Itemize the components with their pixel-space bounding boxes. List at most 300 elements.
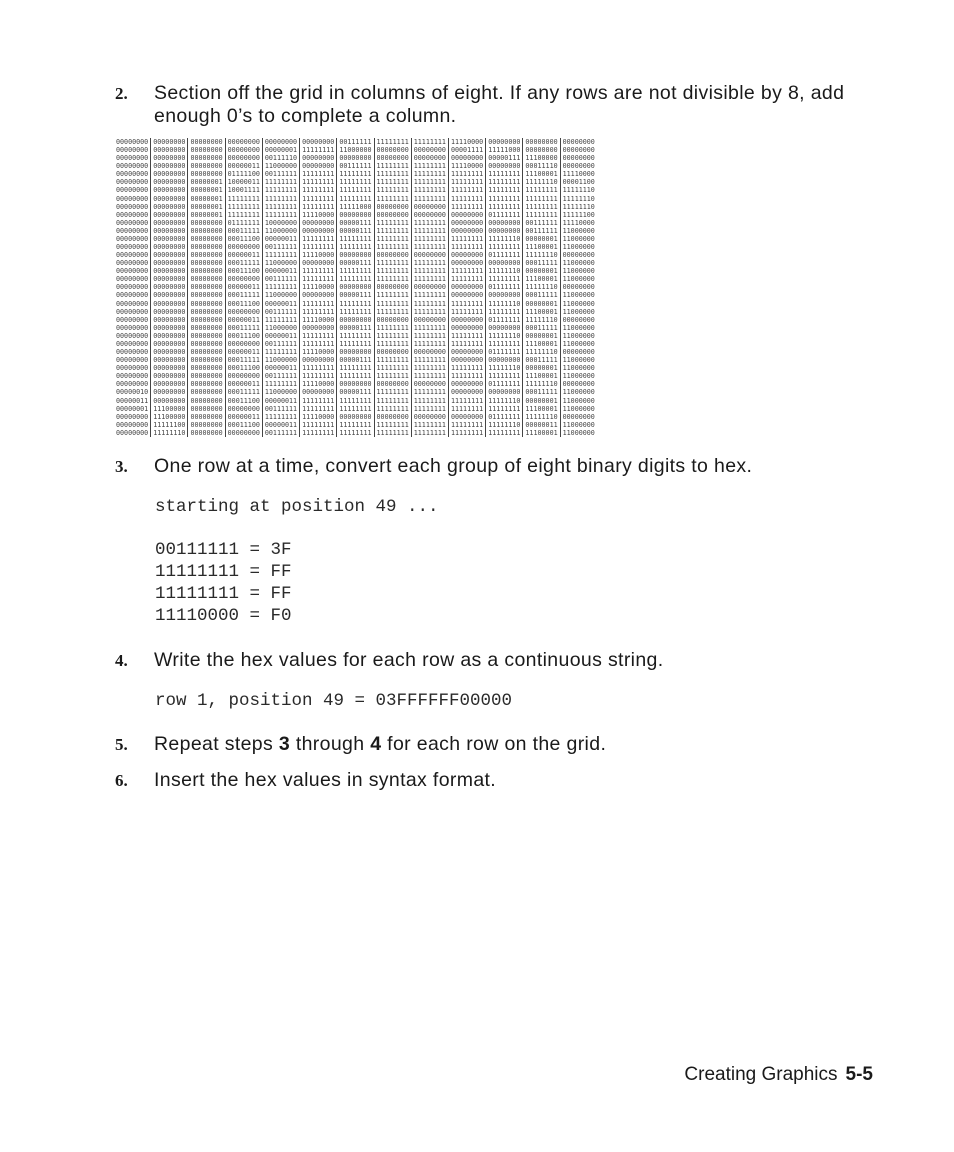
- binary-cell: 11111111: [376, 162, 409, 171]
- binary-cell: 00111111: [525, 226, 558, 235]
- binary-cell: 00000111: [339, 388, 372, 397]
- binary-cell: 00000000: [116, 348, 149, 357]
- binary-cell: 00000000: [190, 348, 223, 357]
- binary-cell: 11111111: [413, 138, 446, 146]
- binary-cell: 00000011: [264, 331, 298, 340]
- binary-cell: 00000011: [227, 283, 260, 292]
- binary-cell: 00000001: [190, 178, 223, 187]
- binary-cell: 10000000: [264, 218, 298, 227]
- binary-cell: 11111111: [339, 428, 372, 437]
- binary-cell: 00000000: [116, 283, 149, 292]
- binary-cell: 11111111: [413, 420, 446, 429]
- binary-cell: 11111100: [562, 210, 595, 219]
- binary-cell: 11111111: [339, 307, 372, 316]
- binary-cell: 11000000: [264, 291, 298, 300]
- binary-cell: 00011111: [227, 259, 260, 268]
- binary-cell: 00000000: [116, 202, 149, 211]
- binary-cell: 00011111: [525, 356, 558, 365]
- binary-cell: 00000000: [190, 218, 223, 227]
- step-number: 4.: [115, 651, 128, 670]
- binary-cell: 11111111: [413, 259, 446, 268]
- binary-cell: 00000000: [302, 162, 335, 171]
- binary-cell: 11000000: [562, 323, 595, 332]
- binary-cell: 11111111: [339, 267, 372, 276]
- binary-cell: 00000000: [450, 210, 484, 219]
- binary-cell: 00000000: [116, 331, 149, 340]
- binary-cell: 11111111: [376, 420, 409, 429]
- binary-cell: 00000000: [190, 428, 223, 437]
- binary-cell: 11111111: [302, 170, 335, 179]
- binary-cell: 11000000: [562, 291, 595, 300]
- binary-cell: 00000000: [190, 154, 223, 163]
- binary-cell: 00011100: [227, 299, 260, 308]
- binary-cell: 00000000: [153, 283, 186, 292]
- binary-cell: 11111111: [264, 178, 298, 187]
- binary-cell: 00000011: [264, 364, 298, 373]
- binary-cell: 11111110: [525, 251, 558, 260]
- binary-cell: 11111111: [450, 331, 484, 340]
- binary-cell: 11111111: [376, 194, 409, 203]
- binary-cell: 00011100: [227, 331, 260, 340]
- binary-cell: 00011111: [227, 388, 260, 397]
- binary-cell: 00000000: [116, 323, 149, 332]
- binary-cell: 00000000: [190, 243, 223, 252]
- binary-cell: 11111110: [488, 420, 521, 429]
- binary-cell: 00000000: [190, 226, 223, 235]
- binary-cell: 00000000: [450, 348, 484, 357]
- binary-cell: 11111110: [488, 396, 521, 405]
- binary-cell: 00011100: [227, 396, 260, 405]
- page-footer: [684, 1063, 873, 1087]
- binary-cell: 11111111: [413, 267, 446, 276]
- binary-cell: 00000000: [153, 291, 186, 300]
- binary-cell: 00000000: [153, 243, 186, 252]
- binary-cell: 00000000: [153, 388, 186, 397]
- binary-column: [225, 138, 262, 437]
- binary-cell: 11111111: [450, 372, 484, 381]
- binary-cell: 11100001: [525, 404, 558, 413]
- binary-cell: 11111111: [488, 275, 521, 284]
- binary-cell: 00000000: [376, 315, 409, 324]
- binary-cell: 00000000: [302, 291, 335, 300]
- binary-cell: 11111111: [302, 339, 335, 348]
- binary-cell: 00000000: [153, 234, 186, 243]
- binary-cell: 11111110: [562, 202, 595, 211]
- conversion-line: 00111111 = 3F: [155, 540, 292, 560]
- binary-cell: 00111111: [339, 138, 372, 146]
- binary-cell: 00000000: [116, 412, 149, 421]
- binary-cell: 00000000: [190, 162, 223, 171]
- binary-cell: 00000000: [302, 388, 335, 397]
- binary-cell: 11111110: [488, 267, 521, 276]
- binary-cell: 00000000: [116, 234, 149, 243]
- binary-cell: 00000000: [562, 251, 595, 260]
- binary-cell: 11111111: [376, 356, 409, 365]
- binary-cell: 00000000: [153, 275, 186, 284]
- binary-cell: 11100000: [153, 404, 186, 413]
- binary-cell: 00000011: [264, 420, 298, 429]
- binary-cell: 01111111: [488, 315, 521, 324]
- binary-cell: 00000000: [153, 348, 186, 357]
- binary-cell: 11111111: [450, 186, 484, 195]
- binary-cell: 11111111: [376, 331, 409, 340]
- binary-cell: 11111111: [339, 194, 372, 203]
- binary-cell: 00000000: [227, 275, 260, 284]
- binary-cell: 11110000: [302, 315, 335, 324]
- binary-cell: 00000111: [339, 226, 372, 235]
- binary-cell: 00000000: [413, 412, 446, 421]
- binary-cell: 00000000: [190, 396, 223, 405]
- binary-cell: 00000000: [153, 178, 186, 187]
- binary-cell: 01111111: [488, 412, 521, 421]
- binary-cell: 11000000: [264, 356, 298, 365]
- binary-cell: 00000000: [153, 356, 186, 365]
- binary-cell: 11111110: [488, 299, 521, 308]
- binary-cell: 00000000: [339, 283, 372, 292]
- binary-column: [522, 138, 559, 437]
- binary-cell: 00000000: [450, 251, 484, 260]
- binary-cell: 00000001: [190, 202, 223, 211]
- binary-cell: 00000000: [339, 412, 372, 421]
- binary-cell: 11111111: [376, 388, 409, 397]
- binary-cell: 11111111: [339, 364, 372, 373]
- binary-cell: 00000000: [116, 259, 149, 268]
- conversion-line: 11111111 = FF: [155, 584, 292, 604]
- binary-cell: 11111111: [302, 299, 335, 308]
- binary-column: [485, 138, 522, 437]
- binary-cell: 11111111: [376, 372, 409, 381]
- binary-cell: 11000000: [264, 388, 298, 397]
- binary-cell: 00000000: [190, 323, 223, 332]
- binary-cell: 00111111: [264, 339, 298, 348]
- binary-cell: 00000001: [525, 299, 558, 308]
- binary-cell: 00000111: [339, 356, 372, 365]
- binary-cell: 11111111: [413, 364, 446, 373]
- binary-cell: 00000000: [450, 291, 484, 300]
- binary-cell: 11111111: [376, 226, 409, 235]
- binary-cell: 00001111: [450, 146, 484, 155]
- binary-cell: 00000000: [227, 243, 260, 252]
- binary-cell: 00000000: [488, 218, 521, 227]
- binary-cell: 00000111: [488, 154, 521, 163]
- binary-cell: 11111111: [450, 170, 484, 179]
- binary-cell: 01111111: [488, 251, 521, 260]
- binary-cell: 00000011: [227, 380, 260, 389]
- binary-cell: 00000000: [153, 380, 186, 389]
- binary-cell: 11000000: [562, 404, 595, 413]
- binary-cell: 11111111: [376, 170, 409, 179]
- binary-cell: 00000000: [376, 210, 409, 219]
- binary-cell: 10000011: [227, 178, 260, 187]
- binary-column: [114, 138, 150, 437]
- binary-cell: 00000000: [153, 146, 186, 155]
- binary-cell: 11111111: [264, 348, 298, 357]
- binary-cell: 11111111: [413, 275, 446, 284]
- binary-cell: 00000000: [376, 251, 409, 260]
- binary-cell: 11111111: [264, 210, 298, 219]
- binary-cell: 00000000: [153, 218, 186, 227]
- binary-cell: 00000000: [116, 146, 149, 155]
- binary-cell: 00000000: [450, 323, 484, 332]
- binary-cell: 11111111: [264, 412, 298, 421]
- binary-cell: 00000000: [562, 146, 595, 155]
- binary-cell: 00000000: [116, 299, 149, 308]
- binary-cell: 11100001: [525, 170, 558, 179]
- binary-cell: 11111111: [376, 259, 409, 268]
- binary-cell: 11000000: [562, 364, 595, 373]
- binary-cell: 00111111: [264, 275, 298, 284]
- binary-cell: 11111111: [339, 396, 372, 405]
- binary-cell: 11111110: [488, 234, 521, 243]
- step-number: 5.: [115, 735, 128, 754]
- binary-cell: 00000000: [116, 251, 149, 260]
- binary-cell: 11111111: [376, 307, 409, 316]
- binary-cell: 00000000: [302, 226, 335, 235]
- binary-cell: 00111111: [264, 428, 298, 437]
- step-text-part: for each row on the grid.: [381, 733, 607, 755]
- binary-cell: 11111111: [339, 234, 372, 243]
- binary-cell: 00000000: [227, 154, 260, 163]
- binary-cell: 00000000: [413, 380, 446, 389]
- binary-cell: 00000000: [116, 364, 149, 373]
- binary-cell: 00000111: [339, 218, 372, 227]
- binary-column: [262, 138, 299, 437]
- binary-cell: 11100001: [525, 243, 558, 252]
- binary-cell: 00000000: [190, 291, 223, 300]
- binary-cell: 11111111: [376, 186, 409, 195]
- binary-cell: 11000000: [562, 243, 595, 252]
- binary-cell: 11111111: [339, 275, 372, 284]
- binary-cell: 11111100: [153, 420, 186, 429]
- binary-cell: 00111111: [264, 170, 298, 179]
- binary-cell: 00000001: [525, 364, 558, 373]
- binary-cell: 11000000: [562, 428, 595, 437]
- binary-cell: 00000000: [116, 291, 149, 300]
- binary-cell: 11000000: [562, 259, 595, 268]
- binary-cell: 00000000: [153, 307, 186, 316]
- binary-cell: 00000000: [339, 315, 372, 324]
- binary-cell: 00000000: [413, 202, 446, 211]
- binary-cell: 00000001: [190, 194, 223, 203]
- binary-cell: 11111111: [488, 243, 521, 252]
- binary-cell: 11110000: [450, 162, 484, 171]
- binary-cell: 11000000: [264, 323, 298, 332]
- binary-grid-columns: [114, 138, 597, 437]
- binary-cell: 11110000: [302, 380, 335, 389]
- binary-cell: 00011100: [227, 364, 260, 373]
- binary-cell: 11111111: [450, 178, 484, 187]
- binary-cell: 11111111: [413, 404, 446, 413]
- binary-cell: 00011111: [525, 259, 558, 268]
- binary-cell: 11111111: [413, 162, 446, 171]
- binary-cell: 00011111: [227, 291, 260, 300]
- binary-cell: 00000001: [525, 331, 558, 340]
- binary-cell: 11111111: [376, 138, 409, 146]
- binary-cell: 00000000: [116, 194, 149, 203]
- binary-cell: 11111111: [488, 202, 521, 211]
- binary-cell: 11111111: [302, 275, 335, 284]
- binary-cell: 00000000: [153, 138, 186, 146]
- binary-cell: 11000000: [264, 259, 298, 268]
- binary-cell: 00000000: [302, 259, 335, 268]
- binary-cell: 11111111: [450, 307, 484, 316]
- binary-cell: 11000000: [562, 388, 595, 397]
- binary-cell: 00000000: [153, 267, 186, 276]
- binary-cell: 00000000: [153, 259, 186, 268]
- binary-cell: 11111111: [413, 356, 446, 365]
- binary-cell: 10001111: [227, 186, 260, 195]
- binary-cell: 00000000: [413, 348, 446, 357]
- binary-cell: 00011110: [525, 162, 558, 171]
- binary-cell: 00000000: [450, 259, 484, 268]
- binary-cell: 00000001: [116, 404, 149, 413]
- binary-cell: 00000000: [190, 388, 223, 397]
- binary-cell: 11111111: [264, 315, 298, 324]
- binary-cell: 11111111: [227, 194, 260, 203]
- binary-cell: 11111111: [450, 243, 484, 252]
- binary-cell: 11000000: [562, 331, 595, 340]
- binary-cell: 00011100: [227, 420, 260, 429]
- binary-cell: 11100001: [525, 372, 558, 381]
- binary-cell: 00000000: [190, 267, 223, 276]
- binary-cell: 11110000: [562, 218, 595, 227]
- binary-cell: 00000000: [116, 178, 149, 187]
- binary-cell: 00000000: [190, 364, 223, 373]
- binary-cell: 00000000: [562, 412, 595, 421]
- binary-cell: 11111111: [376, 404, 409, 413]
- binary-cell: 00000011: [227, 162, 260, 171]
- binary-cell: 11110000: [302, 348, 335, 357]
- binary-cell: 11111111: [525, 186, 558, 195]
- binary-column: [336, 138, 373, 437]
- binary-cell: 00000000: [302, 138, 335, 146]
- binary-cell: 11111111: [227, 210, 260, 219]
- binary-cell: 00000000: [116, 307, 149, 316]
- binary-cell: 00000000: [227, 307, 260, 316]
- binary-cell: 11111111: [413, 291, 446, 300]
- binary-cell: 00000000: [190, 339, 223, 348]
- binary-cell: 00000011: [264, 396, 298, 405]
- binary-cell: 00011100: [227, 267, 260, 276]
- binary-cell: 00000000: [116, 420, 149, 429]
- binary-cell: 11111111: [302, 307, 335, 316]
- binary-cell: 00000010: [116, 388, 149, 397]
- binary-cell: 11111111: [339, 404, 372, 413]
- binary-cell: 11100000: [153, 412, 186, 421]
- binary-cell: 00000000: [376, 283, 409, 292]
- binary-cell: 11111111: [339, 170, 372, 179]
- binary-cell: 01111111: [227, 218, 260, 227]
- footer-title: Creating Graphics: [684, 1064, 838, 1085]
- binary-cell: 00000000: [153, 331, 186, 340]
- binary-cell: 00000000: [153, 364, 186, 373]
- binary-cell: 00000000: [190, 420, 223, 429]
- binary-cell: 11111110: [488, 331, 521, 340]
- binary-cell: 00000000: [116, 339, 149, 348]
- binary-cell: 00000000: [413, 283, 446, 292]
- binary-cell: 11111111: [450, 275, 484, 284]
- binary-cell: 00000000: [227, 404, 260, 413]
- binary-cell: 01111111: [488, 380, 521, 389]
- binary-cell: 11000000: [562, 420, 595, 429]
- binary-cell: 00000000: [153, 315, 186, 324]
- binary-cell: 11111111: [376, 339, 409, 348]
- binary-cell: 11111111: [376, 243, 409, 252]
- binary-cell: 11111110: [153, 428, 186, 437]
- binary-cell: 11111111: [376, 218, 409, 227]
- binary-cell: 00011111: [227, 356, 260, 365]
- binary-cell: 00000000: [562, 154, 595, 163]
- binary-cell: 11100001: [525, 339, 558, 348]
- binary-cell: 00000000: [450, 154, 484, 163]
- binary-column: [374, 138, 411, 437]
- binary-cell: 11111111: [302, 396, 335, 405]
- binary-cell: 11111111: [376, 234, 409, 243]
- binary-cell: 00000000: [116, 210, 149, 219]
- binary-cell: 00011111: [227, 323, 260, 332]
- binary-cell: 00000000: [227, 146, 260, 155]
- binary-grid: [114, 138, 597, 437]
- binary-cell: 00000000: [339, 154, 372, 163]
- binary-cell: 11111111: [450, 202, 484, 211]
- binary-cell: 00000000: [190, 283, 223, 292]
- binary-cell: 00000000: [153, 372, 186, 381]
- binary-cell: 00000011: [264, 267, 298, 276]
- binary-cell: 00000000: [190, 251, 223, 260]
- step-text-part: through: [290, 733, 371, 755]
- binary-cell: 00000000: [190, 299, 223, 308]
- binary-cell: 00000001: [525, 267, 558, 276]
- binary-cell: 00111111: [264, 243, 298, 252]
- binary-cell: 11111111: [450, 396, 484, 405]
- binary-cell: 00000000: [488, 323, 521, 332]
- step-ref: 3: [278, 733, 291, 755]
- binary-cell: 00000000: [413, 146, 446, 155]
- binary-cell: 11111111: [302, 178, 335, 187]
- binary-cell: 00111110: [264, 154, 298, 163]
- binary-cell: 00000000: [116, 275, 149, 284]
- binary-cell: 00000000: [190, 170, 223, 179]
- binary-cell: 00000000: [116, 170, 149, 179]
- binary-cell: 00000000: [190, 356, 223, 365]
- binary-cell: 11111111: [488, 307, 521, 316]
- binary-cell: 11111111: [376, 299, 409, 308]
- binary-cell: 00000000: [227, 428, 260, 437]
- binary-cell: 00000011: [264, 234, 298, 243]
- binary-cell: 00000000: [450, 388, 484, 397]
- binary-cell: 00011111: [227, 226, 260, 235]
- binary-cell: 11111111: [264, 251, 298, 260]
- binary-cell: 11111111: [413, 339, 446, 348]
- binary-cell: 11111110: [525, 315, 558, 324]
- binary-cell: 11000000: [562, 372, 595, 381]
- binary-cell: 00000000: [488, 138, 521, 146]
- binary-cell: 11111111: [339, 420, 372, 429]
- binary-cell: 11000000: [562, 396, 595, 405]
- binary-cell: 00000011: [227, 251, 260, 260]
- binary-column: [299, 138, 336, 437]
- binary-cell: 11111111: [264, 194, 298, 203]
- binary-cell: 11111111: [227, 202, 260, 211]
- binary-cell: 00000011: [227, 412, 260, 421]
- binary-column: [150, 138, 187, 437]
- binary-cell: 11100000: [525, 154, 558, 163]
- binary-cell: 11000000: [562, 234, 595, 243]
- binary-cell: 11111111: [450, 234, 484, 243]
- row-example: row 1, position 49 = 03FFFFFF00000: [155, 691, 513, 711]
- binary-cell: 00000000: [413, 251, 446, 260]
- binary-cell: 00000000: [116, 218, 149, 227]
